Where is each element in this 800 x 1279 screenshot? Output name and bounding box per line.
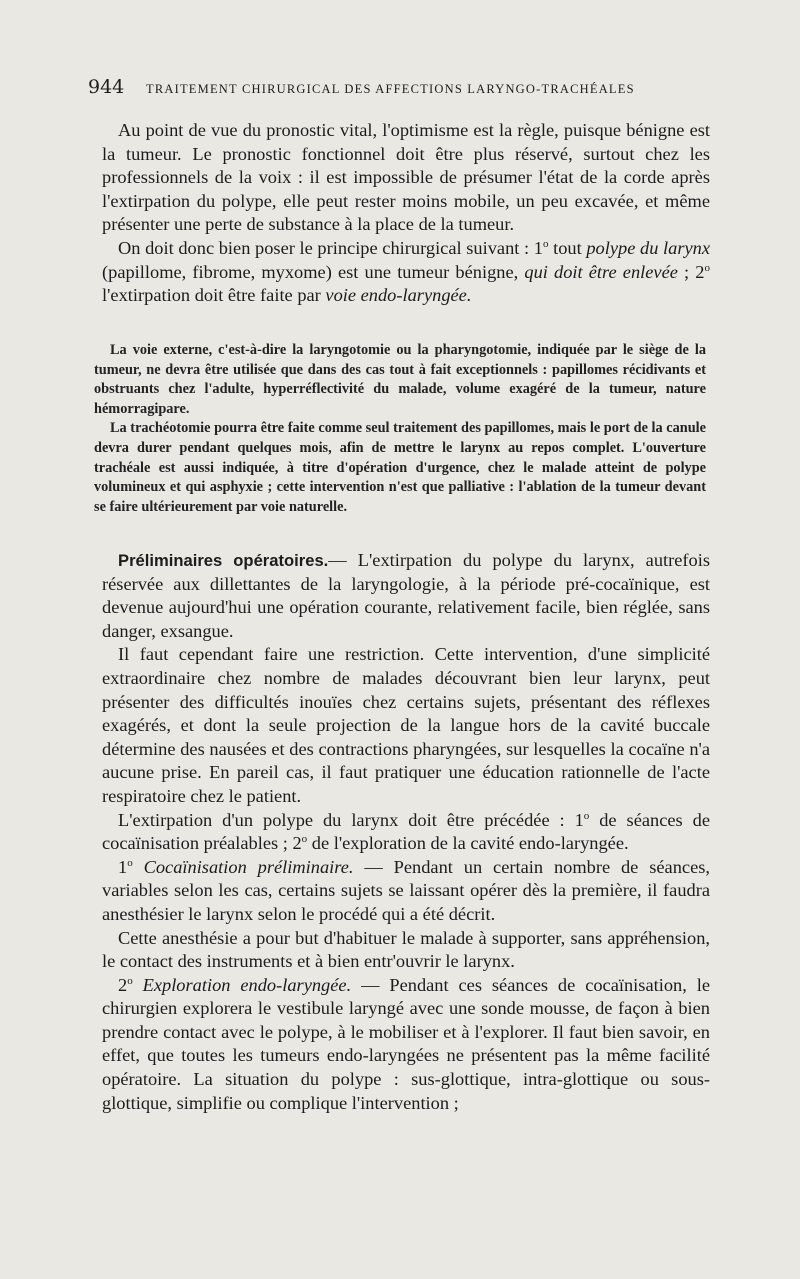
paragraph-cocainisation: 1$^o$ Cocaïnisation préliminaire. — Pendant un certain nombre de séances, variables selon les cas, certains sujets se laissant opérer dès la première, il faudra anesthésier le larynx selon le procédé qui a été décrit. bbox=[102, 856, 710, 924]
paragraph-exploration: 2$^o$ Exploration endo-laryngée. — Pendant ces séances de cocaïnisation, le chirurgien explorera le vestibule laryngé avec une sonde mousse, de façon à bien prendre contact avec le polype, à le mobiliser et à l'explorer. Il faut bien savoir, en effet, que toutes les tumeurs endo-laryngées ne présentent pas la même facilité opératoire. La situation du polype : sus-glottique, intra-glottique ou sous-glottique, simplifie ou complique l'intervention ; bbox=[102, 974, 710, 1113]
note-external-route: La voie externe, c'est-à-dire la laryngotomie ou la pharyngotomie, indiquée par le siège de la tumeur, ne devra être utilisée que dans des cas tout à fait exceptionnels : papillomes récidivants et obstruants chez l'adulte, hyperréflectivité du malade, volume exagéré de la tumeur, nature hémorragipare. bbox=[94, 342, 706, 417]
paragraph-preliminaries: Préliminaires opératoires.— L'extirpation du polype du larynx, autrefois réservée aux dillettantes de la laryngologie, à la période pré-cocaïnique, est devenue aujourd'hui une opération courante, relativement facile, bien réglée, sans danger, exsangue. bbox=[102, 550, 711, 641]
section-title: Préliminaires opératoires. bbox=[118, 551, 329, 570]
text-block-top bbox=[102, 119, 710, 308]
text-block-bottom bbox=[102, 549, 710, 1115]
paragraph-principle: On doit donc bien poser le principe chirurgical suivant : 1$^o$ tout polype du larynx (papillome, fibrome, myxome) est une tumeur bénigne, qui doit être enlevée ; 2$^o$ l'extirpation doit être faite par voie endo-laryngée. bbox=[102, 237, 711, 306]
note-tracheotomy: La trachéotomie pourra être faite comme seul traitement des papillomes, mais le port de la canule devra durer pendant quelques mois, afin de mettre le larynx au repos complet. L'ouverture trachéale est aussi indiquée, à titre d'opération d'urgence, chez le malade atteint de polype volumineux et qui asphyxie ; cette intervention n'est que palliative : l'ablation de la tumeur devant se faire ultérieurement par voie naturelle. bbox=[94, 420, 706, 515]
paragraph-anesthesia: Cette anesthésie a pour but d'habituer le malade à supporter, sans appréhension, le contact des instruments et à bien entr'ouvrir le larynx. bbox=[102, 927, 710, 972]
paragraph-prognosis: Au point de vue du pronostic vital, l'optimisme est la règle, puisque bénigne est la tumeur. Le pronostic fonctionnel doit être plus réservé, surtout chez les professionnels de la voix : il est impossible de présumer l'état de la corde après l'extirpation du polype, elle peut rester moins mobile, un peu excavée, et même présenter une perte de substance à la place de la tumeur. bbox=[102, 120, 710, 235]
running-title: TRAITEMENT CHIRURGICAL DES AFFECTIONS LARYNGO-TRACHÉALES bbox=[146, 82, 635, 96]
page-number: 944 bbox=[88, 76, 125, 98]
small-print-note bbox=[94, 341, 706, 517]
page-header bbox=[88, 76, 738, 98]
paragraph-preceded: L'extirpation d'un polype du larynx doit être précédée : 1$^o$ de séances de cocaïnisation préalables ; 2$^o$ de l'exploration de la cavité endo-laryngée. bbox=[102, 809, 710, 854]
paragraph-restriction: Il faut cependant faire une restriction. Cette intervention, d'une simplicité extraordinaire chez nombre de malades découvrant bien leur larynx, peut présenter des difficultés inouïes chez certains sujets, présentant des réflexes exagérés, et dont la seule projection de la langue hors de la cavité buccale détermine des nausées et des contractions pharyngées, sur lesquelles la cocaïne n'a aucune prise. En pareil cas, il faut pratiquer une éducation rationnelle de l'acte respiratoire chez le patient. bbox=[102, 644, 710, 806]
